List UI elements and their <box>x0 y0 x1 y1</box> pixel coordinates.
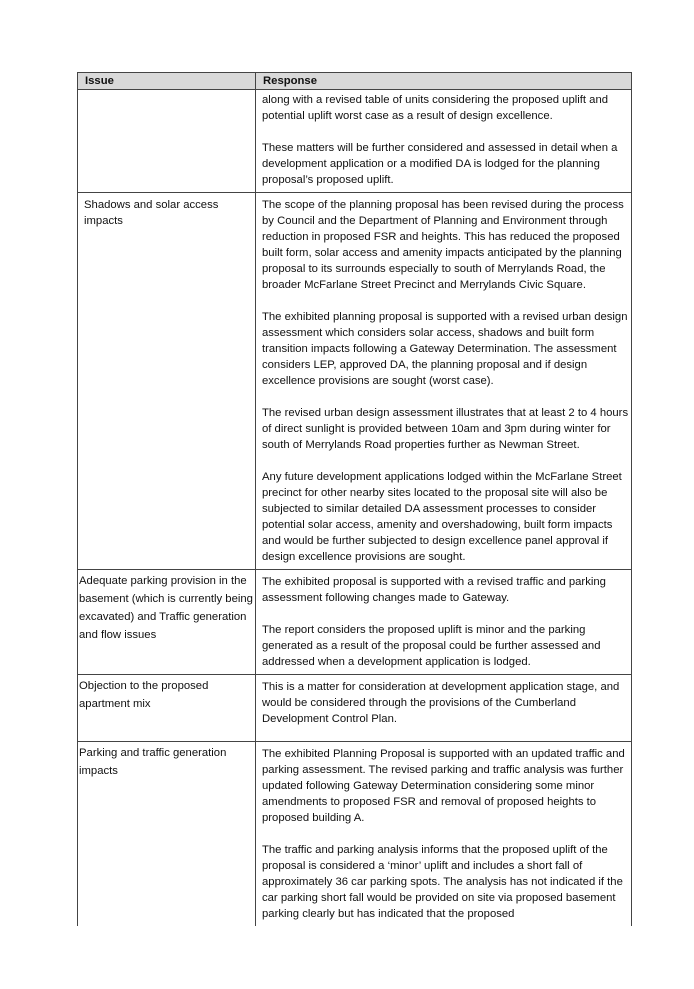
issue-cell: Adequate parking provision in the basement (which is currently being excavated) and Traffic generation and flow issues <box>78 570 256 675</box>
response-cell <box>256 570 632 675</box>
table-row <box>78 570 632 675</box>
response-paragraph: along with a revised table of units considering the proposed uplift and potential uplift worst case as a result of design excellence. <box>262 94 609 122</box>
table-header-row <box>78 73 632 90</box>
table-row <box>78 675 632 742</box>
issues-response-table <box>77 72 632 926</box>
response-cell <box>256 193 632 570</box>
issue-cell <box>78 90 256 193</box>
response-paragraph: Any future development applications lodged within the McFarlane Street precinct for other nearby sites located to the proposal site will also be subjected to similar detailed DA assessment processes to consider potential solar access, amenity and overshadowing, built form impacts and would be further subjected to design excellence panel approval if design excellence provisions are sought. <box>262 471 622 563</box>
response-cell <box>256 742 632 927</box>
response-paragraph: The scope of the planning proposal has been revised during the process by Council and the Department of Planning and Environment through reduction in proposed FSR and heights. This has reduced the proposed built form, solar access and amenity impacts anticipated by the planning proposal to its surrounds especially to south of Merrylands Road, the broader McFarlane Street Precinct and Merrylands Civic Square. <box>262 199 624 291</box>
issue-column-header: Issue <box>78 73 256 90</box>
response-paragraph: The report considers the proposed uplift is minor and the parking generated as a result of the proposal could be further assessed and addressed when a development application is lodged. <box>262 624 601 668</box>
response-paragraph: The traffic and parking analysis informs that the proposed uplift of the proposal is considered a ‘minor’ uplift and includes a short fall of approximately 36 car parking spots. The analysis has not indicated if the car parking short fall would be provided on site via proposed basement parking clearly but has indicated that the proposed <box>262 844 623 920</box>
response-paragraph: The exhibited planning proposal is supported with a revised urban design assessment which considers solar access, shadows and built form transition impacts following a Gateway Determination. The assessment considers LEP, approved DA, the planning proposal and if design excellence provisions are sought (worst case). <box>262 311 628 387</box>
response-cell <box>256 675 632 742</box>
table-row <box>78 90 632 193</box>
response-paragraph: The revised urban design assessment illustrates that at least 2 to 4 hours of direct sunlight is provided between 10am and 3pm during winter for south of Merrylands Road properties further as Newman Street. <box>262 407 629 451</box>
issue-cell: Shadows and solar access impacts <box>78 193 256 570</box>
response-column-header: Response <box>256 73 632 90</box>
response-paragraph: The exhibited Planning Proposal is supported with an updated traffic and parking assessment. The revised parking and traffic analysis was further updated following Gateway Determination considering some minor amendments to proposed FSR and removal of proposed heights to proposed building A. <box>262 748 625 824</box>
response-cell <box>256 90 632 193</box>
response-paragraph: This is a matter for consideration at development application stage, and would be considered through the provisions of the Cumberland Development Control Plan. <box>262 681 620 725</box>
issue-cell: Objection to the proposed apartment mix <box>78 675 256 742</box>
table-row <box>78 742 632 927</box>
response-paragraph: These matters will be further considered and assessed in detail when a development application or a modified DA is lodged for the planning proposal’s proposed uplift. <box>262 142 618 186</box>
table-row <box>78 193 632 570</box>
response-paragraph: The exhibited proposal is supported with a revised traffic and parking assessment following changes made to Gateway. <box>262 576 606 604</box>
issue-cell: Parking and traffic generation impacts <box>78 742 256 927</box>
